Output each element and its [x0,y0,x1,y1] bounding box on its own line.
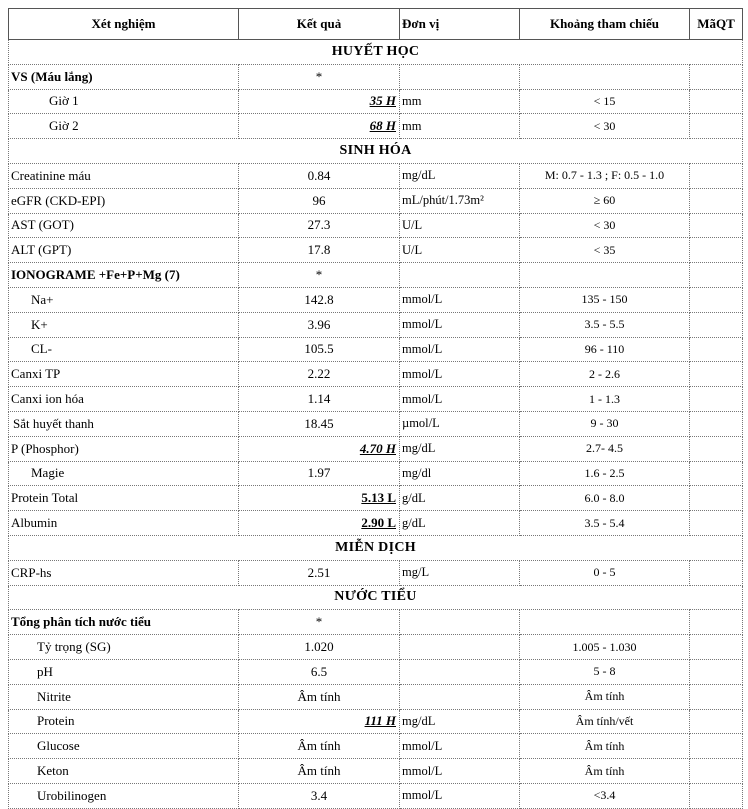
unit-cell: mmol/L [400,287,520,312]
reference-range-cell: < 30 [520,114,690,139]
result-cell: 17.8 [239,238,400,263]
unit-cell [400,659,520,684]
table-row [9,188,743,213]
test-name-cell: Keton [9,759,239,784]
table-row [9,734,743,759]
unit-cell: mL/phút/1.73m² [400,188,520,213]
table-row [9,312,743,337]
table-row [9,684,743,709]
unit-cell [400,610,520,635]
table-row [9,287,743,312]
result-cell: 4.70 H [239,436,400,461]
header-code: MãQT [690,9,743,40]
unit-cell: mmol/L [400,337,520,362]
result-cell: 105.5 [239,337,400,362]
section-header-row [9,40,743,65]
qc-code-cell [690,486,743,511]
reference-range-cell: 1.6 - 2.5 [520,461,690,486]
reference-range-cell: < 35 [520,238,690,263]
reference-range-cell: ≥ 60 [520,188,690,213]
unit-cell: mmol/L [400,759,520,784]
unit-cell: mg/dl [400,461,520,486]
qc-code-cell [690,362,743,387]
qc-code-cell [690,287,743,312]
section-header-row [9,585,743,610]
qc-code-cell [690,560,743,585]
qc-code-cell [690,610,743,635]
test-name-cell: VS (Máu lắng) [9,64,239,89]
test-name-cell: AST (GOT) [9,213,239,238]
result-cell: Âm tính [239,759,400,784]
table-row [9,411,743,436]
result-cell: Âm tính [239,734,400,759]
section-header-row [9,535,743,560]
qc-code-cell [690,188,743,213]
lab-results-table [8,8,743,809]
reference-range-cell: 135 - 150 [520,287,690,312]
test-name-cell: Sắt huyết thanh [9,411,239,436]
qc-code-cell [690,238,743,263]
unit-cell: mmol/L [400,783,520,808]
table-row [9,387,743,412]
section-header-row [9,139,743,164]
qc-code-cell [690,163,743,188]
table-row [9,238,743,263]
reference-range-cell: 6.0 - 8.0 [520,486,690,511]
table-row [9,759,743,784]
unit-cell: g/dL [400,486,520,511]
result-cell: 96 [239,188,400,213]
result-cell: 27.3 [239,213,400,238]
unit-cell: mg/dL [400,163,520,188]
test-name-cell: Protein [9,709,239,734]
qc-code-cell [690,511,743,536]
qc-code-cell [690,635,743,660]
test-name-cell: Glucose [9,734,239,759]
result-cell: 3.96 [239,312,400,337]
table-header-row [9,9,743,40]
qc-code-cell [690,734,743,759]
test-name-cell: Canxi ion hóa [9,387,239,412]
result-cell: 111 H [239,709,400,734]
qc-code-cell [690,337,743,362]
result-cell: * [239,64,400,89]
qc-code-cell [690,659,743,684]
result-cell: 142.8 [239,287,400,312]
table-row [9,783,743,808]
qc-code-cell [690,759,743,784]
reference-range-cell: 9 - 30 [520,411,690,436]
result-cell: 35 H [239,89,400,114]
header-unit: Đơn vị [400,9,520,40]
table-row [9,337,743,362]
result-cell: 6.5 [239,659,400,684]
unit-cell: U/L [400,238,520,263]
reference-range-cell [520,610,690,635]
result-cell: 1.97 [239,461,400,486]
reference-range-cell: 3.5 - 5.5 [520,312,690,337]
qc-code-cell [690,64,743,89]
test-name-cell: Urobilinogen [9,783,239,808]
result-cell: 5.13 L [239,486,400,511]
unit-cell: mmol/L [400,312,520,337]
qc-code-cell [690,684,743,709]
table-row [9,461,743,486]
reference-range-cell: 2.7- 4.5 [520,436,690,461]
table-row [9,362,743,387]
unit-cell [400,64,520,89]
table-row [9,163,743,188]
result-cell: 3.4 [239,783,400,808]
table-row [9,114,743,139]
result-cell: 1.14 [239,387,400,412]
unit-cell [400,684,520,709]
table-row [9,263,743,288]
unit-cell [400,263,520,288]
qc-code-cell [690,89,743,114]
qc-code-cell [690,213,743,238]
table-row [9,560,743,585]
test-name-cell: CRP-hs [9,560,239,585]
reference-range-cell: < 30 [520,213,690,238]
qc-code-cell [690,387,743,412]
test-name-cell: ALT (GPT) [9,238,239,263]
test-name-cell: Canxi TP [9,362,239,387]
reference-range-cell: Âm tính [520,734,690,759]
qc-code-cell [690,411,743,436]
test-name-cell: Na+ [9,287,239,312]
reference-range-cell: <3.4 [520,783,690,808]
header-reference: Khoảng tham chiếu [520,9,690,40]
result-cell: 2.51 [239,560,400,585]
test-name-cell: Giờ 2 [9,114,239,139]
table-row [9,610,743,635]
table-row [9,659,743,684]
unit-cell: mg/L [400,560,520,585]
reference-range-cell: Âm tính/vết [520,709,690,734]
reference-range-cell [520,263,690,288]
test-name-cell: Protein Total [9,486,239,511]
reference-range-cell: Âm tính [520,759,690,784]
test-name-cell: Albumin [9,511,239,536]
table-row [9,709,743,734]
section-title: SINH HÓA [9,139,743,164]
qc-code-cell [690,312,743,337]
result-cell: 2.90 L [239,511,400,536]
reference-range-cell [520,64,690,89]
test-name-cell: P (Phosphor) [9,436,239,461]
qc-code-cell [690,114,743,139]
reference-range-cell: 5 - 8 [520,659,690,684]
test-name-cell: Nitrite [9,684,239,709]
unit-cell: µmol/L [400,411,520,436]
header-test: Xét nghiệm [9,9,239,40]
table-row [9,64,743,89]
result-cell: 1.020 [239,635,400,660]
qc-code-cell [690,461,743,486]
test-name-cell: pH [9,659,239,684]
test-name-cell: Tổng phân tích nước tiểu [9,610,239,635]
qc-code-cell [690,263,743,288]
table-row [9,511,743,536]
test-name-cell: IONOGRAME +Fe+P+Mg (7) [9,263,239,288]
reference-range-cell: 96 - 110 [520,337,690,362]
table-body [9,40,743,809]
reference-range-cell: Âm tính [520,684,690,709]
unit-cell: U/L [400,213,520,238]
result-cell: * [239,610,400,635]
table-row [9,436,743,461]
reference-range-cell: < 15 [520,89,690,114]
section-title: MIỄN DỊCH [9,535,743,560]
qc-code-cell [690,709,743,734]
table-row [9,486,743,511]
unit-cell: g/dL [400,511,520,536]
reference-range-cell: 1.005 - 1.030 [520,635,690,660]
header-result: Kết quả [239,9,400,40]
unit-cell: mmol/L [400,362,520,387]
unit-cell: mmol/L [400,734,520,759]
test-name-cell: Giờ 1 [9,89,239,114]
table-row [9,213,743,238]
result-cell: 2.22 [239,362,400,387]
section-title: HUYẾT HỌC [9,40,743,65]
unit-cell: mm [400,89,520,114]
result-cell: Âm tính [239,684,400,709]
qc-code-cell [690,783,743,808]
result-cell: * [239,263,400,288]
test-name-cell: Magie [9,461,239,486]
test-name-cell: eGFR (CKD-EPI) [9,188,239,213]
result-cell: 0.84 [239,163,400,188]
reference-range-cell: 3.5 - 5.4 [520,511,690,536]
unit-cell [400,635,520,660]
test-name-cell: K+ [9,312,239,337]
reference-range-cell: 2 - 2.6 [520,362,690,387]
result-cell: 18.45 [239,411,400,436]
unit-cell: mg/dL [400,436,520,461]
table-row [9,89,743,114]
table-row [9,635,743,660]
reference-range-cell: 1 - 1.3 [520,387,690,412]
test-name-cell: Creatinine máu [9,163,239,188]
test-name-cell: CL- [9,337,239,362]
unit-cell: mg/dL [400,709,520,734]
reference-range-cell: M: 0.7 - 1.3 ; F: 0.5 - 1.0 [520,163,690,188]
test-name-cell: Tỷ trọng (SG) [9,635,239,660]
reference-range-cell: 0 - 5 [520,560,690,585]
result-cell: 68 H [239,114,400,139]
section-title: NƯỚC TIỂU [9,585,743,610]
unit-cell: mm [400,114,520,139]
qc-code-cell [690,436,743,461]
unit-cell: mmol/L [400,387,520,412]
